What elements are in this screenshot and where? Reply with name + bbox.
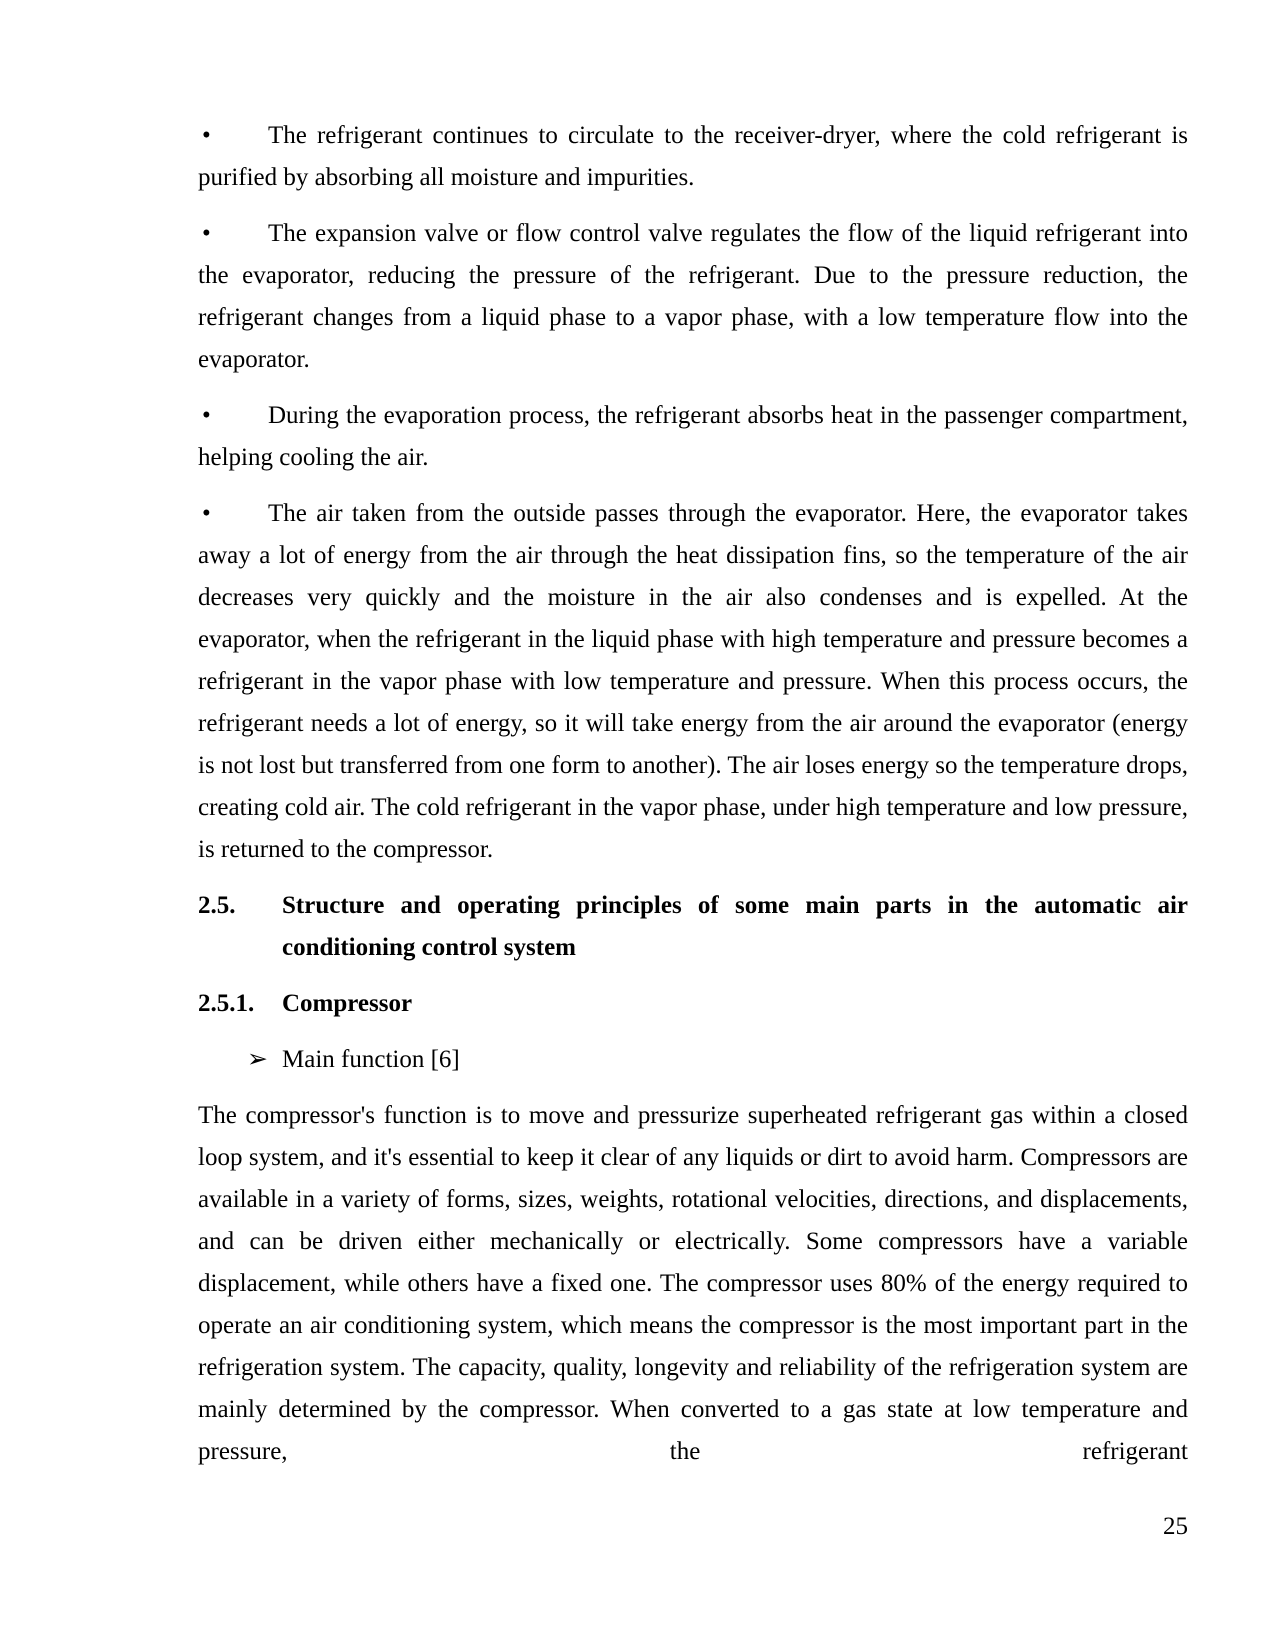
heading-number: 2.5.1.	[198, 990, 255, 1017]
bullet-icon: •	[202, 500, 211, 527]
body-paragraph: The compressor's function is to move and pressurize superheated refrigerant gas within a closed loop system, and it's essential to keep it clear of any liquids or dirt to avoid harm. Compressors are available in a variety of forms, sizes, weights, rotational velocities, directions, and displacements, and can be driven either mechanically or electrically. Some compressors have a variable displacement, while others have a fixed one. The compressor uses 80% of the energy required to operate an air conditioning system, which means the compressor is the most important part in the refrigeration system. The capacity, quality, longevity and reliability of the refrigeration system are mainly determined by the compressor. When converted to a gas state at low temperature and pressure, the refrigerant	[198, 1102, 1188, 1465]
heading-title: Compressor	[282, 990, 413, 1017]
bullet-icon: •	[202, 402, 211, 429]
bullet-text: The air taken from the outside passes through the evaporator. Here, the evaporator takes away a lot of energy from the air through the heat dissipation fins, so the temperature of the air decreases very quickly and the moisture in the air also condenses and is expelled. At the evaporator, when the refrigerant in the liquid phase with high temperature and pressure becomes a refrigerant in the vapor phase with low temperature and pressure. When this process occurs, the refrigerant needs a lot of energy, so it will take energy from the air around the evaporator (energy is not lost but transferred from one form to another). The air loses energy so the temperature drops, creating cold air. The cold refrigerant in the vapor phase, under high temperature and low pressure, is returned to the compressor.	[198, 500, 1188, 863]
page-number: 25	[1163, 1513, 1188, 1540]
bullet-text: The expansion valve or flow control valve regulates the flow of the liquid refrigerant into the evaporator, reducing the pressure of the refrigerant. Due to the pressure reduction, the refrigerant changes from a liquid phase to a vapor phase, with a low temperature flow into the evaporator.	[198, 220, 1188, 373]
page-content	[198, 115, 1188, 1487]
bullet-icon: •	[202, 122, 211, 149]
list-item-text: Main function [6]	[282, 1046, 460, 1073]
bullet-text: The refrigerant continues to circulate to the receiver-dryer, where the cold refrigerant is purified by absorbing all moisture and impurities.	[198, 122, 1188, 191]
bullet-text: During the evaporation process, the refrigerant absorbs heat in the passenger compartment, helping cooling the air.	[198, 402, 1188, 471]
arrow-list-item	[198, 1039, 1188, 1081]
bullet-item-1	[198, 115, 1188, 199]
bullet-item-4	[198, 493, 1188, 871]
section-heading-2-5	[198, 885, 1188, 969]
heading-number: 2.5.	[198, 892, 236, 919]
heading-title: Structure and operating principles of some main parts in the automatic air conditioning control system	[282, 892, 1188, 961]
subsection-heading-2-5-1	[198, 983, 1188, 1025]
bullet-icon: •	[202, 220, 211, 247]
bullet-item-2	[198, 213, 1188, 381]
bullet-item-3	[198, 395, 1188, 479]
arrow-bullet-icon: ➢	[247, 1046, 268, 1073]
